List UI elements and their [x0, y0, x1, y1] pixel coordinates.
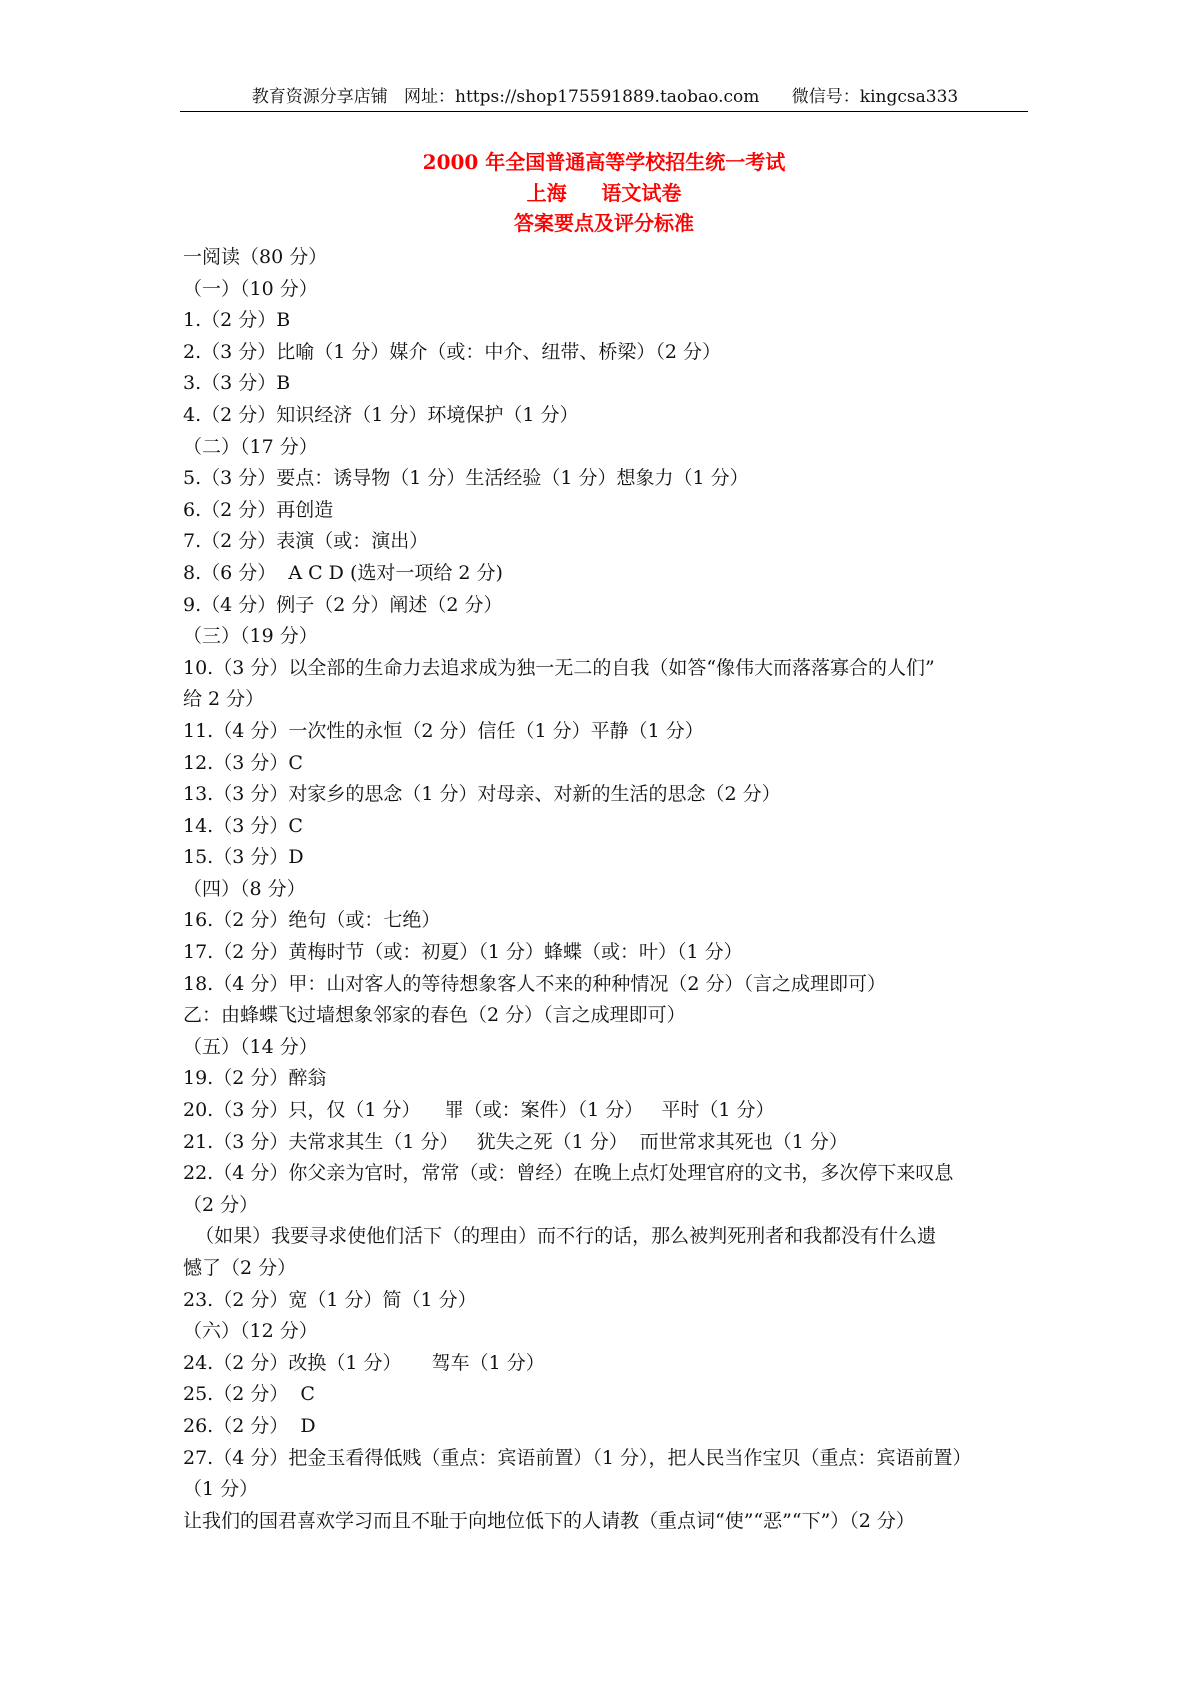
title-block: [180, 147, 1028, 239]
answer-line: 3.（3 分）B: [183, 372, 291, 395]
answer-line: 憾了（2 分）: [183, 1257, 297, 1279]
answer-body: [183, 242, 1028, 1537]
answer-line: 19.（2 分）醉翁: [183, 1067, 327, 1090]
answer-line: （六）（12 分）: [183, 1320, 318, 1343]
answer-line: 2.（3 分）比喻（1 分）媒介（或：中介、纽带、桥梁）（2 分）: [183, 340, 722, 363]
answer-line: 让我们的国君喜欢学习而且不耻于向地位低下的人请教（重点词“使”“恶”“下”）（2 分）: [183, 1509, 915, 1532]
answer-line: 17.（2 分）黄梅时节（或：初夏）（1 分）蜂蝶（或：叶）（1 分）: [183, 941, 743, 964]
page-header: 教育资源分享店铺 网址：https://shop175591889.taobao.com 微信号：kingcsa333: [251, 87, 959, 107]
answer-line: 18.（4 分）甲：山对客人的等待想象客人不来的种种情况（2 分）（言之成理即可）: [183, 972, 886, 995]
answer-line: （二）（17 分）: [183, 435, 318, 458]
answer-line: 5.（3 分）要点：诱导物（1 分）生活经验（1 分）想象力（1 分）: [183, 467, 749, 490]
answer-line: 9.（4 分）例子（2 分）阐述（2 分）: [183, 593, 503, 616]
answer-line: 一阅读（80 分）: [183, 246, 328, 268]
answer-line: 16.（2 分）绝句（或：七绝）: [183, 909, 441, 932]
answer-line: 10.（3 分）以全部的生命力去追求成为独一无二的自我（如答“像伟大而落落寡合的人们”: [183, 656, 935, 679]
answer-line: 6.（2 分）再创造: [183, 498, 334, 521]
answer-line: 7.（2 分）表演（或：演出）: [183, 530, 429, 553]
exam-title: 2000 年全国普通高等学校招生统一考试: [422, 150, 786, 174]
answer-line: 24.（2 分）改换（1 分） 驾车（1 分）: [183, 1351, 545, 1374]
answer-line: 13.（3 分）对家乡的思念（1 分）对母亲、对新的生活的思念（2 分）: [183, 783, 781, 806]
answer-line: 25.（2 分） C: [183, 1383, 315, 1406]
answer-line: （如果）我要寻求使他们活下（的理由）而不行的话，那么被判死刑者和我都没有什么遗: [183, 1225, 937, 1248]
answer-line: 22.（4 分）你父亲为官时，常常（或：曾经）在晚上点灯处理官府的文书，多次停下来叹息: [183, 1162, 954, 1185]
answer-line: 4.（2 分）知识经济（1 分）环境保护（1 分）: [183, 403, 579, 426]
answer-line: 27.（4 分）把金玉看得低贱（重点：宾语前置）（1 分），把人民当作宝贝（重点：宾语前置）: [183, 1446, 972, 1469]
answer-line: 11.（4 分）一次性的永恒（2 分）信任（1 分）平静（1 分）: [183, 719, 704, 742]
answer-line: 乙：由蜂蝶飞过墙想象邻家的春色（2 分）（言之成理即可）: [183, 1004, 686, 1027]
answer-line: 1.（2 分）B: [183, 309, 291, 332]
answer-line: 21.（3 分）夫常求其生（1 分） 犹失之死（1 分） 而世常求其死也（1 分）: [183, 1130, 848, 1153]
answer-line: 15.（3 分）D: [183, 846, 304, 869]
answer-line: （三）（19 分）: [183, 625, 318, 648]
answer-line: （1 分）: [183, 1478, 259, 1501]
answer-line: 26.（2 分） D: [183, 1414, 316, 1437]
answer-line: （四）（8 分）: [183, 877, 306, 900]
exam-subtitle: 上海 语文试卷: [526, 180, 682, 205]
answer-line: （2 分）: [183, 1193, 259, 1216]
answer-line: 12.（3 分）C: [183, 751, 303, 774]
answer-key-title: 答案要点及评分标准: [514, 211, 694, 235]
header-divider: [180, 111, 1028, 112]
answer-line: （五）（14 分）: [183, 1035, 318, 1058]
answer-line: 20.（3 分）只，仅（1 分） 罪（或：案件）（1 分） 平时（1 分）: [183, 1099, 775, 1122]
answer-line: 23.（2 分）宽（1 分）简（1 分）: [183, 1288, 477, 1311]
answer-line: 8.（6 分） A C D (选对一项给 2 分): [183, 561, 503, 584]
answer-line: 14.（3 分）C: [183, 814, 303, 837]
answer-line: 给 2 分）: [183, 688, 265, 711]
answer-line: （一）（10 分）: [183, 277, 318, 300]
